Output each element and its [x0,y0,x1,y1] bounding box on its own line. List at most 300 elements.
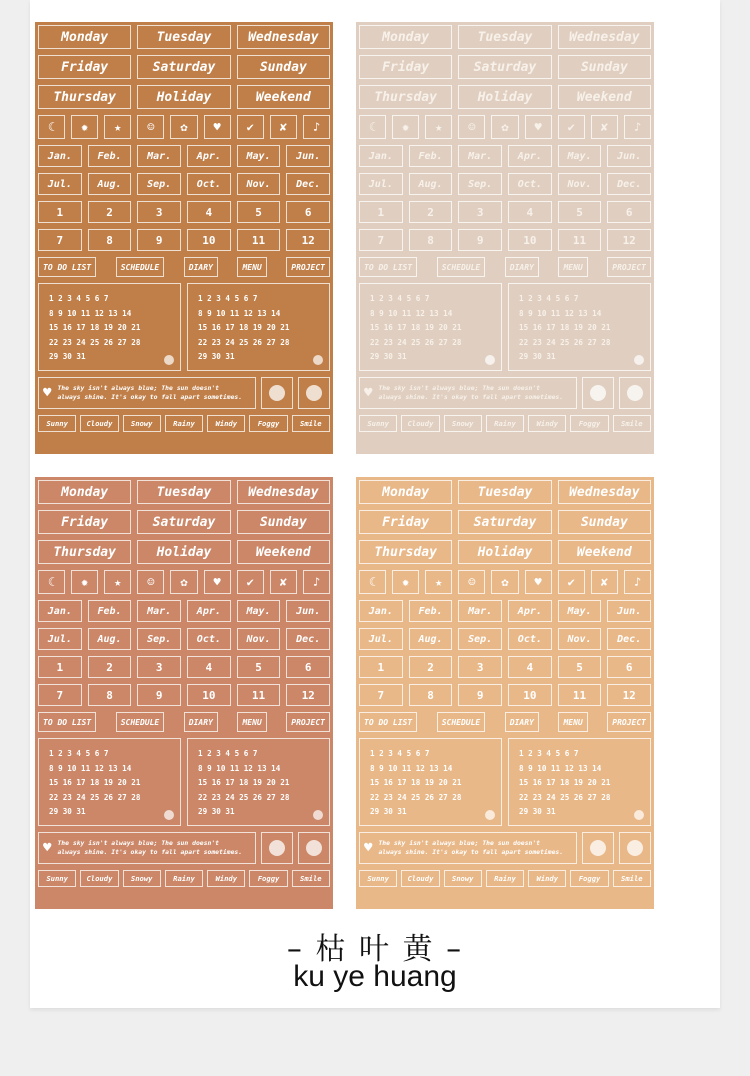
calendar-line: 22 23 24 25 26 27 28 [519,337,611,347]
calendar-line: 22 23 24 25 26 27 28 [198,337,290,347]
weather-sticker: Snowy [123,870,161,887]
label-sticker: DIARY [505,257,539,277]
number-sticker: 12 [607,229,651,251]
label-row [38,257,330,277]
icon-sticker-2-icon: ★ [425,570,452,594]
icon-sticker-6-icon: ✔ [558,570,585,594]
month-sticker: Jun. [607,145,651,167]
calendar-line: 22 23 24 25 26 27 28 [198,792,290,802]
day-row [38,540,330,564]
calendar-line: 22 23 24 25 26 27 28 [49,337,141,347]
number-sticker: 3 [137,656,181,678]
number-sticker: 1 [359,201,403,223]
quote-line: The sky isn't always blue; The sun doesn't [57,839,220,847]
day-sticker: Monday [38,25,131,49]
calendar-line: 15 16 17 18 19 20 21 [49,778,141,787]
label-sticker: MENU [558,257,587,277]
number-sticker: 7 [38,684,82,706]
icon-row [38,570,330,594]
month-sticker: May. [237,600,281,622]
month-sticker: Dec. [607,628,651,650]
month-sticker: Apr. [187,145,231,167]
weather-sticker: Foggy [570,415,608,432]
quote-text [378,839,563,857]
weather-sticker: Sunny [359,415,397,432]
quote-row [359,377,651,409]
month-sticker: Sep. [458,173,502,195]
day-sticker: Saturday [458,510,551,534]
heart-icon: ♥ [43,384,52,401]
label-sticker: TO DO LIST [359,712,417,732]
month-sticker: Nov. [558,173,602,195]
day-sticker: Wednesday [237,25,330,49]
label-sticker: SCHEDULE [437,257,486,277]
day-sticker: Weekend [558,540,651,564]
icon-row [38,115,330,139]
smile-icon [634,810,644,820]
month-row [359,628,651,650]
number-sticker: 1 [38,656,82,678]
weather-sticker: Smile [613,870,651,887]
day-row [38,480,330,504]
number-row [38,684,330,706]
calendar-line: 1 2 3 4 5 6 7 [49,749,109,758]
number-sticker: 8 [409,684,453,706]
day-row [359,510,651,534]
quote-text [57,839,242,857]
month-sticker: Aug. [88,173,132,195]
month-sticker: Dec. [607,173,651,195]
number-sticker: 6 [607,656,651,678]
number-sticker: 8 [88,684,132,706]
label-row [359,712,651,732]
weather-sticker: Snowy [444,870,482,887]
quote-row [38,832,330,864]
number-sticker: 8 [409,229,453,251]
number-sticker: 10 [187,684,231,706]
smiley-sticker [298,832,330,864]
label-sticker: DIARY [505,712,539,732]
calendar-sticker [38,738,181,826]
label-sticker: PROJECT [607,712,651,732]
calendar-line: 29 30 31 [198,807,235,816]
icon-sticker-3-icon: ☺ [137,115,164,139]
smiley-icon [306,840,322,856]
number-row [38,229,330,251]
icon-row [359,115,651,139]
label-sticker: SCHEDULE [116,712,165,732]
quote-line: always shine. It's okay to fall apart sometimes. [57,848,243,856]
smiley-sticker [582,832,614,864]
calendar-line: 29 30 31 [370,352,407,361]
calendar-line: 29 30 31 [198,352,235,361]
day-sticker: Tuesday [458,480,551,504]
weather-sticker: Rainy [486,415,524,432]
number-row [38,201,330,223]
weather-sticker: Sunny [38,870,76,887]
icon-sticker-8-icon: ♪ [303,115,330,139]
label-sticker: SCHEDULE [116,257,165,277]
quote-line: always shine. It's okay to fall apart sometimes. [57,393,243,401]
number-sticker: 11 [558,229,602,251]
month-row [359,173,651,195]
calendar-line: 1 2 3 4 5 6 7 [519,749,579,758]
month-sticker: Jan. [38,145,82,167]
day-sticker: Thursday [38,540,131,564]
day-row [38,55,330,79]
icon-sticker-3-icon: ☺ [458,115,485,139]
smile-icon [485,810,495,820]
weather-row [359,415,651,432]
weather-sticker: Snowy [444,415,482,432]
month-sticker: Apr. [508,145,552,167]
number-sticker: 12 [286,684,330,706]
day-sticker: Saturday [137,55,230,79]
icon-sticker-3-icon: ☺ [137,570,164,594]
month-row [38,145,330,167]
icon-sticker-5-icon: ♥ [525,570,552,594]
number-sticker: 6 [607,201,651,223]
label-sticker: TO DO LIST [359,257,417,277]
weather-sticker: Windy [528,870,566,887]
month-sticker: Mar. [458,600,502,622]
calendar-line: 29 30 31 [370,807,407,816]
smiley-sticker [261,832,293,864]
day-sticker: Thursday [359,85,452,109]
smiley-icon [627,385,643,401]
quote-line: The sky isn't always blue; The sun doesn't [57,384,220,392]
smiley-icon [590,385,606,401]
month-sticker: Feb. [88,145,132,167]
caption-chinese: – 枯 叶 黄 – [286,932,464,967]
number-sticker: 2 [409,656,453,678]
month-sticker: Feb. [409,145,453,167]
calendar-line: 22 23 24 25 26 27 28 [370,337,462,347]
weather-sticker: Cloudy [401,870,439,887]
number-sticker: 9 [458,684,502,706]
calendar-line: 8 9 10 11 12 13 14 [198,763,281,773]
icon-sticker-1-icon: ✹ [392,570,419,594]
month-sticker: Jan. [359,600,403,622]
day-row [359,85,651,109]
number-sticker: 7 [359,229,403,251]
day-sticker: Holiday [137,85,230,109]
day-sticker: Monday [38,480,131,504]
weather-sticker: Sunny [38,415,76,432]
caption-pinyin: ku ye huang [293,960,457,993]
day-row [359,540,651,564]
number-row [359,229,651,251]
smiley-icon [627,840,643,856]
month-sticker: Mar. [458,145,502,167]
icon-sticker-2-icon: ★ [425,115,452,139]
month-row [359,145,651,167]
month-sticker: Mar. [137,145,181,167]
quote-sticker [38,832,256,864]
icon-sticker-1-icon: ✹ [71,115,98,139]
month-sticker: Jul. [359,628,403,650]
heart-icon: ♥ [364,384,373,401]
calendar-line: 1 2 3 4 5 6 7 [198,294,258,303]
smile-icon [313,355,323,365]
calendar-line: 1 2 3 4 5 6 7 [198,749,258,758]
number-sticker: 11 [237,684,281,706]
number-sticker: 2 [409,201,453,223]
day-sticker: Thursday [38,85,131,109]
month-sticker: Nov. [237,628,281,650]
number-sticker: 2 [88,656,132,678]
month-row [38,173,330,195]
month-sticker: Aug. [409,173,453,195]
calendar-line: 15 16 17 18 19 20 21 [49,323,141,332]
month-sticker: Oct. [508,628,552,650]
day-sticker: Holiday [137,540,230,564]
number-sticker: 5 [558,656,602,678]
day-sticker: Weekend [237,540,330,564]
number-sticker: 9 [137,229,181,251]
smile-icon [164,355,174,365]
day-sticker: Wednesday [558,480,651,504]
calendar-line: 8 9 10 11 12 13 14 [370,308,453,318]
month-sticker: Jul. [38,628,82,650]
icon-sticker-3-icon: ☺ [458,570,485,594]
calendar-line: 15 16 17 18 19 20 21 [519,323,611,332]
calendar-line: 8 9 10 11 12 13 14 [519,308,602,318]
number-sticker: 9 [458,229,502,251]
number-sticker: 4 [508,201,552,223]
month-sticker: May. [237,145,281,167]
month-sticker: Jul. [359,173,403,195]
calendar-line: 1 2 3 4 5 6 7 [519,294,579,303]
smiley-sticker [261,377,293,409]
day-sticker: Weekend [558,85,651,109]
month-sticker: Sep. [137,628,181,650]
number-sticker: 5 [237,201,281,223]
calendar-row [38,738,330,826]
icon-sticker-8-icon: ♪ [624,570,651,594]
calendar-line: 29 30 31 [519,352,556,361]
smile-icon [313,810,323,820]
icon-sticker-7-icon: ✘ [270,570,297,594]
calendar-line: 15 16 17 18 19 20 21 [370,778,462,787]
calendar-sticker [38,283,181,371]
weather-sticker: Cloudy [80,415,118,432]
heart-icon: ♥ [364,839,373,856]
number-row [359,201,651,223]
icon-sticker-4-icon: ✿ [491,570,518,594]
icon-sticker-5-icon: ♥ [525,115,552,139]
month-sticker: Jan. [359,145,403,167]
number-sticker: 4 [508,656,552,678]
number-sticker: 8 [88,229,132,251]
label-row [359,257,651,277]
day-sticker: Monday [359,25,452,49]
weather-sticker: Rainy [486,870,524,887]
calendar-line: 22 23 24 25 26 27 28 [519,792,611,802]
sheet-rose [35,477,333,909]
day-sticker: Holiday [458,85,551,109]
quote-line: The sky isn't always blue; The sun doesn't [378,384,541,392]
icon-sticker-8-icon: ♪ [303,570,330,594]
calendar-sticker [359,283,502,371]
weather-sticker: Snowy [123,415,161,432]
label-sticker: PROJECT [286,257,330,277]
icon-sticker-5-icon: ♥ [204,570,231,594]
label-sticker: PROJECT [607,257,651,277]
day-sticker: Holiday [458,540,551,564]
calendar-line: 8 9 10 11 12 13 14 [198,308,281,318]
calendar-line: 29 30 31 [519,807,556,816]
day-sticker: Saturday [137,510,230,534]
day-row [38,510,330,534]
sheet-brown [35,22,333,454]
calendar-line: 22 23 24 25 26 27 28 [370,792,462,802]
day-sticker: Friday [359,510,452,534]
weather-sticker: Foggy [249,870,287,887]
number-sticker: 12 [607,684,651,706]
calendar-line: 29 30 31 [49,807,86,816]
icon-sticker-0-icon: ☾ [38,115,65,139]
quote-row [359,832,651,864]
label-sticker: SCHEDULE [437,712,486,732]
smiley-sticker [298,377,330,409]
calendar-row [359,283,651,371]
day-sticker: Sunday [237,55,330,79]
number-sticker: 7 [359,684,403,706]
quote-line: always shine. It's okay to fall apart sometimes. [378,393,564,401]
icon-sticker-5-icon: ♥ [204,115,231,139]
icon-sticker-7-icon: ✘ [591,115,618,139]
number-row [359,684,651,706]
day-sticker: Friday [359,55,452,79]
month-sticker: Apr. [508,600,552,622]
smiley-icon [269,385,285,401]
label-sticker: DIARY [184,712,218,732]
weather-sticker: Cloudy [80,870,118,887]
number-sticker: 10 [508,229,552,251]
calendar-row [38,283,330,371]
calendar-line: 8 9 10 11 12 13 14 [370,763,453,773]
month-sticker: Jul. [38,173,82,195]
icon-sticker-0-icon: ☾ [359,570,386,594]
weather-sticker: Windy [207,870,245,887]
quote-sticker [38,377,256,409]
quote-sticker [359,832,577,864]
number-sticker: 11 [558,684,602,706]
number-sticker: 5 [558,201,602,223]
smiley-sticker [582,377,614,409]
sheet-beige [356,22,654,454]
number-sticker: 10 [508,684,552,706]
smiley-icon [269,840,285,856]
month-sticker: Feb. [409,600,453,622]
number-sticker: 10 [187,229,231,251]
label-sticker: MENU [237,257,266,277]
month-sticker: Aug. [88,628,132,650]
icon-sticker-4-icon: ✿ [491,115,518,139]
calendar-line: 1 2 3 4 5 6 7 [370,749,430,758]
day-sticker: Sunday [558,510,651,534]
number-sticker: 4 [187,656,231,678]
number-sticker: 5 [237,656,281,678]
calendar-line: 29 30 31 [49,352,86,361]
day-sticker: Tuesday [137,25,230,49]
smiley-sticker [619,377,651,409]
month-sticker: Oct. [187,628,231,650]
weather-sticker: Smile [292,870,330,887]
calendar-line: 15 16 17 18 19 20 21 [519,778,611,787]
number-sticker: 11 [237,229,281,251]
number-row [38,656,330,678]
icon-sticker-0-icon: ☾ [359,115,386,139]
weather-row [359,870,651,887]
month-sticker: Jun. [286,145,330,167]
day-sticker: Sunday [237,510,330,534]
calendar-line: 8 9 10 11 12 13 14 [519,763,602,773]
icon-sticker-1-icon: ✹ [71,570,98,594]
calendar-line: 15 16 17 18 19 20 21 [198,778,290,787]
month-sticker: Apr. [187,600,231,622]
icon-row [359,570,651,594]
icon-sticker-8-icon: ♪ [624,115,651,139]
weather-sticker: Foggy [570,870,608,887]
weather-sticker: Cloudy [401,415,439,432]
weather-sticker: Windy [528,415,566,432]
day-row [38,25,330,49]
number-sticker: 3 [458,201,502,223]
heart-icon: ♥ [43,839,52,856]
calendar-line: 15 16 17 18 19 20 21 [198,323,290,332]
day-sticker: Weekend [237,85,330,109]
number-sticker: 4 [187,201,231,223]
weather-sticker: Windy [207,415,245,432]
month-sticker: Jun. [607,600,651,622]
weather-row [38,870,330,887]
smile-icon [634,355,644,365]
month-sticker: Mar. [137,600,181,622]
smiley-icon [590,840,606,856]
weather-sticker: Smile [613,415,651,432]
day-sticker: Tuesday [137,480,230,504]
calendar-sticker [187,738,330,826]
day-row [359,480,651,504]
month-sticker: Oct. [187,173,231,195]
month-sticker: Sep. [458,628,502,650]
number-sticker: 9 [137,684,181,706]
day-row [359,25,651,49]
icon-sticker-2-icon: ★ [104,115,131,139]
calendar-line: 1 2 3 4 5 6 7 [370,294,430,303]
calendar-sticker [187,283,330,371]
label-sticker: TO DO LIST [38,712,96,732]
month-sticker: Aug. [409,628,453,650]
icon-sticker-6-icon: ✔ [237,570,264,594]
number-sticker: 1 [38,201,82,223]
number-sticker: 7 [38,229,82,251]
label-sticker: PROJECT [286,712,330,732]
day-sticker: Monday [359,480,452,504]
smiley-icon [306,385,322,401]
calendar-sticker [508,283,651,371]
smile-icon [164,810,174,820]
month-sticker: Nov. [558,628,602,650]
day-sticker: Tuesday [458,25,551,49]
calendar-line: 8 9 10 11 12 13 14 [49,308,132,318]
label-row [38,712,330,732]
weather-sticker: Rainy [165,870,203,887]
calendar-sticker [508,738,651,826]
month-sticker: Jan. [38,600,82,622]
